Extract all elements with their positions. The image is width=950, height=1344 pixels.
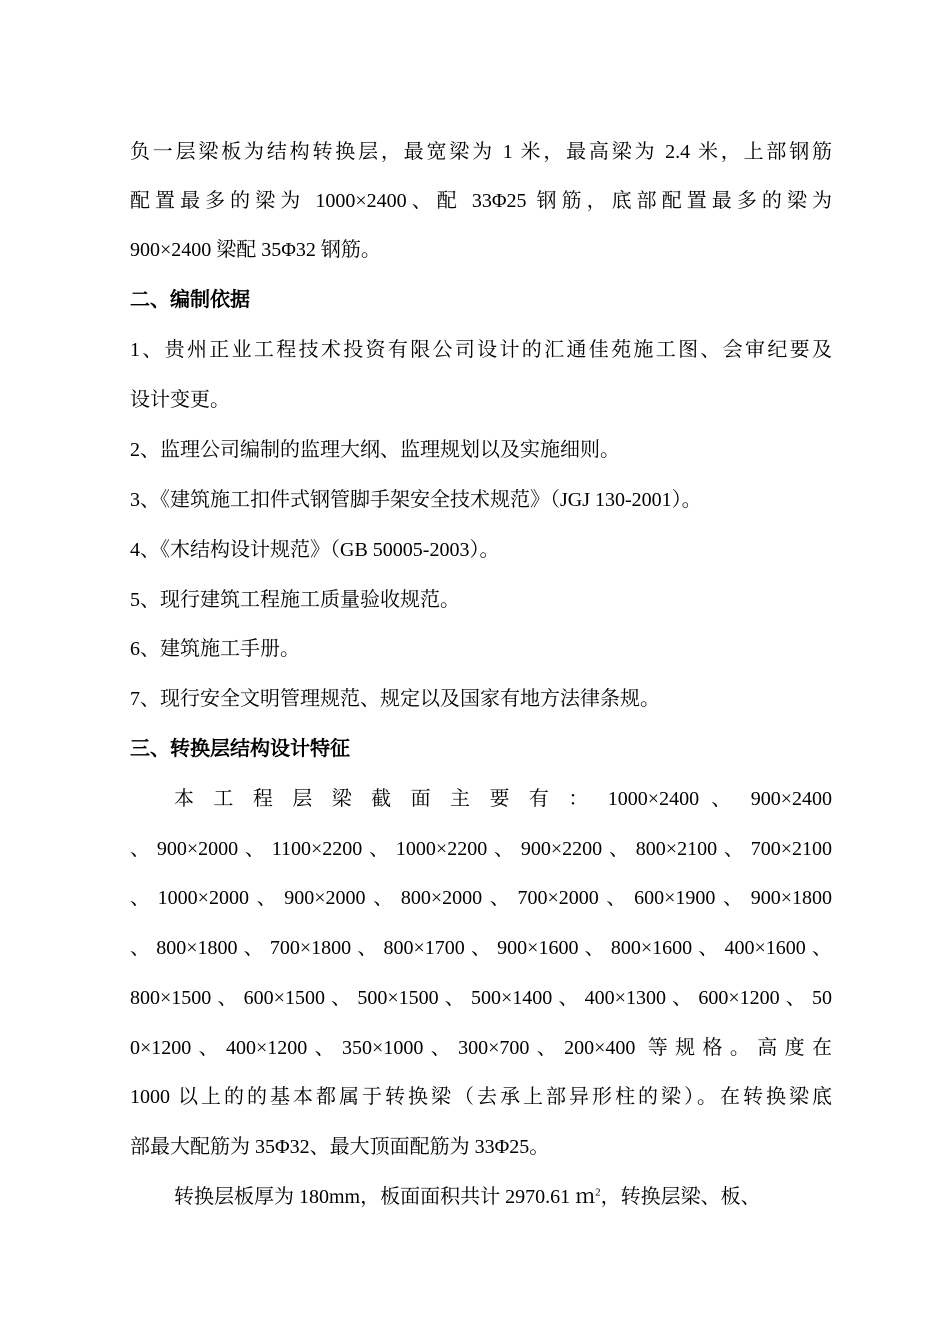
section-2-item-3: 3、《建筑施工扣件式钢管脚手架安全技术规范》（JGJ 130-2001）。	[130, 489, 702, 511]
para-2-text-start: 转换层板厚为 180mm，板面面积共计 2970.61 ｍ	[174, 1186, 596, 1208]
section-2-item-6: 6、建筑施工手册。	[130, 638, 300, 660]
para-2-text-end: ，转换层梁、板、	[600, 1186, 761, 1208]
section-3-para-1-line-1: 本 工 程 层 梁 截 面 主 要 有 ： 1000×2400 、 900×2400	[174, 788, 832, 810]
section-2-item-2: 2、监理公司编制的监理大纲、监理规划以及实施细则。	[130, 439, 620, 461]
intro-line-3: 900×2400 梁配 35Φ32 钢筋。	[130, 239, 381, 261]
intro-line-1: 负一层梁板为结构转换层，最宽梁为 1 米，最高梁为 2.4 米，上部钢筋	[130, 141, 832, 163]
section-3-para-1-line-8: 部最大配筋为 35Φ32、最大顶面配筋为 33Φ25。	[130, 1136, 550, 1158]
section-2-item-1-line-2: 设计变更。	[130, 389, 230, 411]
section-2-item-1-line-1: 1、贵州正业工程技术投资有限公司设计的汇通佳苑施工图、会审纪要及	[130, 339, 832, 361]
section-3-para-1-line-3: 、1000×2000、900×2000、800×2000、700×2000、600×1900、900×1800	[130, 887, 832, 909]
section-3-para-1-line-4: 、800×1800、700×1800、800×1700、900×1600、800×1600、400×1600、	[130, 937, 832, 959]
section-3-para-1-line-5: 800×1500、600×1500、500×1500、500×1400、400×1300、600×1200、50	[130, 987, 832, 1009]
section-2-item-5: 5、现行建筑工程施工质量验收规范。	[130, 589, 460, 611]
section-2-heading: 二、编制依据	[130, 289, 250, 311]
square-unit-superscript: 2	[595, 1186, 601, 1199]
section-3-para-1-line-2: 、900×2000、1100×2200、1000×2200、900×2200、800×2100、700×2100	[130, 838, 832, 860]
section-3-heading: 三、转换层结构设计特征	[130, 738, 350, 760]
section-2-item-4: 4、《木结构设计规范》（GB 50005-2003）。	[130, 539, 500, 561]
section-2-item-7: 7、现行安全文明管理规范、规定以及国家有地方法律条规。	[130, 688, 660, 710]
section-3-para-1-line-7: 1000 以上的的基本都属于转换梁（去承上部异形柱的梁）。在转换梁底	[130, 1086, 832, 1108]
section-3-para-2-line-1	[174, 1183, 832, 1211]
section-3-para-1-line-6: 0×1200、400×1200、350×1000、300×700、200×400 等规格。高度在	[130, 1037, 832, 1059]
intro-line-2: 配置最多的梁为 1000×2400、配 33Φ25 钢筋，底部配置最多的梁为	[130, 190, 832, 212]
